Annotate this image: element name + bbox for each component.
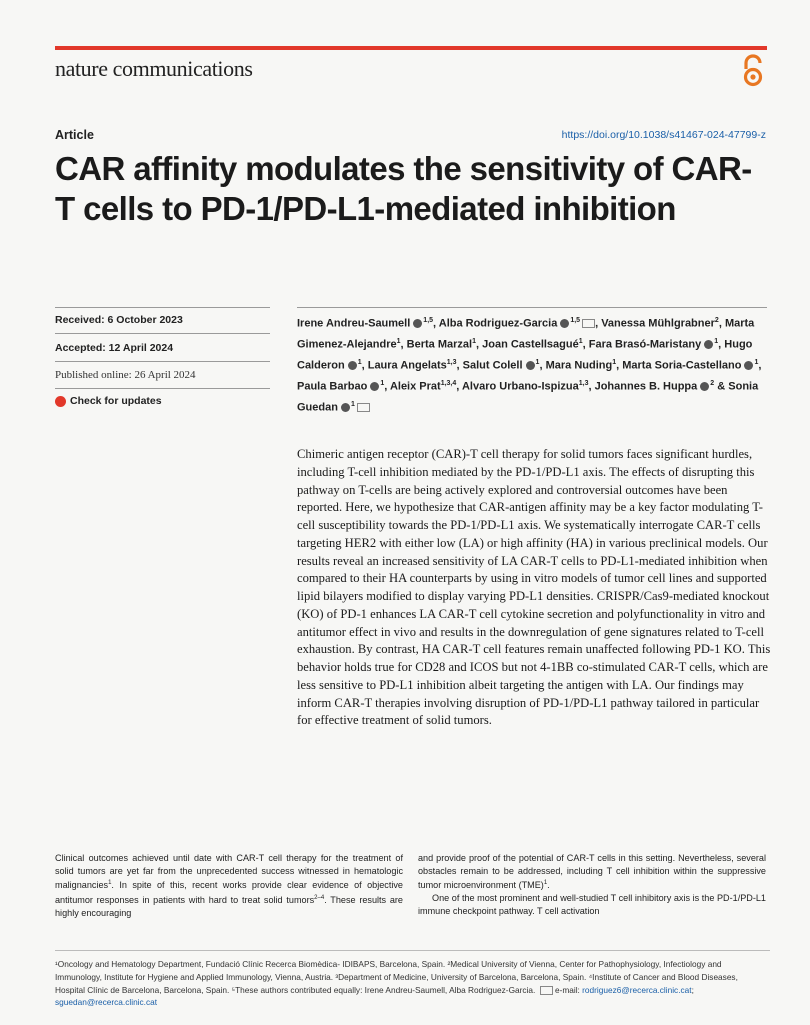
orcid-icon[interactable] [744,361,753,370]
accepted-date: Accepted: 12 April 2024 [55,342,174,354]
email-icon[interactable] [357,403,370,412]
author-name[interactable]: Alba Rodriguez-Garcia [438,317,558,330]
check-updates-button[interactable] [55,395,162,407]
journal-accent-bar [55,46,767,50]
author-affiliation-sup: 1,3 [446,358,457,366]
doi-link[interactable]: https://doi.org/10.1038/s41467-024-47799-z [561,129,766,141]
affiliations-footnote [55,958,770,1009]
body-text: . In spite of this, recent works provide clear evidence of objective antitumor responses in patients with hard to treat solid tumors [55,880,403,906]
author-name[interactable]: Laura Angelats [367,359,447,372]
orcid-icon[interactable] [370,382,379,391]
author-affiliation-sup: 2 [714,317,719,324]
author-affiliation-sup: 1 [472,337,476,345]
author-name[interactable]: Sonia Guedan [297,380,759,414]
author-name[interactable]: Marta Gimenez-Alejandre [297,317,755,351]
citation-ref[interactable]: 2–4 [314,895,325,902]
author-name[interactable]: Hugo Calderon [297,338,753,372]
check-updates-label: Check for updates [70,395,162,407]
author-affiliation-sup: 1,5 [423,317,434,324]
author-affiliation-sup: 1,5 [570,317,581,324]
author-affiliation-sup: 1 [754,358,759,366]
author-name[interactable]: Mara Nuding [545,359,613,372]
published-date: Published online: 26 April 2024 [55,369,196,381]
open-access-icon [740,54,766,88]
author-name[interactable]: Vanessa Mühlgrabner [601,317,715,330]
meta-top-rule [55,307,270,308]
author-name[interactable]: Paula Barbao [297,380,368,393]
email-label: e-mail: [554,984,580,995]
crossmark-icon [55,396,66,407]
author-affiliation-sup: 2 [710,379,715,387]
orcid-icon[interactable] [700,382,709,391]
author-affiliation-sup: 1 [357,358,362,366]
citation-ref[interactable]: 1 [108,880,112,887]
authors-top-rule [297,307,767,308]
author-name[interactable]: Berta Marzal [406,338,473,351]
author-affiliation-sup: 1 [535,358,540,366]
journal-name[interactable]: nature communications [55,56,253,81]
citation-ref[interactable]: 1 [543,880,548,887]
body-text: and provide proof of the potential of CAR-T cells in this setting. Nevertheless, several obstacles remain to be addressed, including T cell inhibition within the suppressive tumor microenvironment (TME) [418,853,766,891]
author-list: Irene Andreu-Saumell $^{1,5}$, Alba Rodriguez-Garcia $^{1,5}$ , Vanessa Mühlgrabner$^2$, Marta Gimenez-Alejandre$^1$, Berta Marzal$^1$, Joan Castellsagué$^1$, Fara Brasó-Maristany $^1$, Hugo Calderon $^1$, Laura Angelats$^{1,3}$, Salut Colell $^1$, Mara Nuding$^1$, Marta Soria-Castellano $^1$, Paula Barbao $^1$, Aleix Prat$^{1,3,4}$, Alvaro Urbano-Ispizua$^{1,3}$, Johannes B. Huppa $^2$ & Sonia Guedan $^1$ [297,317,762,414]
body-column-1 [55,852,403,920]
author-name[interactable]: Alvaro Urbano-Ispizua [461,380,579,393]
author-affiliation-sup: 1 [380,379,385,387]
author-name[interactable]: Johannes B. Huppa [594,380,698,393]
author-name[interactable]: Fara Brasó-Maristany [588,338,702,351]
author-connector: & [717,380,726,393]
author-name[interactable]: Irene Andreu-Saumell [297,317,411,330]
author-name[interactable]: Marta Soria-Castellano [622,359,742,372]
author-name[interactable]: Aleix Prat [389,380,441,393]
orcid-icon[interactable] [560,319,569,328]
meta-divider [55,361,270,362]
footnote-rule [55,950,770,951]
body-column-2 [418,852,766,918]
meta-divider [55,388,270,389]
author-affiliation-sup: 1 [396,337,401,345]
author-affiliation-sup: 1,3,4 [440,379,457,387]
email-link[interactable]: rodriguez6@recerca.clinic.cat [582,984,692,995]
author-name[interactable]: Salut Colell [462,359,523,372]
affiliations-text: ¹Oncology and Hematology Department, Fundació Clínic Recerca Biomèdica- IDIBAPS, Barcelona, Spain. ²Medical University of Vienna, Center for Pathophysiology, Infectiology and Immunology, Institute for Hygiene and Applied Immunology, Vienna, Austria. ³Department of Medicine, University of Barcelona, Barcelona, Spain. ⁴Institute of Cancer and Blood Diseases, Hospital Clínic de Barcelona, Barcelona, Spain. ⁵These authors contributed equally: Irene Andreu-Saumell, Alba Rodriguez-Garcia. [55,959,738,995]
body-text: . These results are highly encouraging [55,895,403,918]
body-text: Clinical outcomes achieved until date with CAR-T cell therapy for the treatment of solid tumors are yet far from the unprecedented success witnessed in hematologic malignancies [55,853,403,891]
author-affiliation-sup: 1,3 [578,379,589,387]
author-affiliation-sup: 1 [350,400,355,408]
email-separator: ; [691,984,694,995]
received-date: Received: 6 October 2023 [55,314,183,326]
orcid-icon[interactable] [341,403,350,412]
body-paragraph [418,852,766,892]
author-affiliation-sup: 1 [578,337,583,345]
orcid-icon[interactable] [704,340,713,349]
meta-divider [55,333,270,334]
email-link[interactable]: sguedan@recerca.clinic.cat [55,997,158,1008]
author-affiliation-sup: 1 [714,337,719,345]
email-icon [540,986,553,995]
author-affiliation-sup: 1 [612,358,617,366]
orcid-icon[interactable] [348,361,357,370]
orcid-icon[interactable] [413,319,422,328]
orcid-icon[interactable] [526,361,535,370]
article-type-label: Article [55,128,94,142]
abstract: Chimeric antigen receptor (CAR)-T cell therapy for solid tumors faces significant hurdles, including T-cell inhibition mediated by the PD-1/PD-L1 axis. The effects of disrupting this pathway on T-cells are being actively explored and controversial outcomes have been reported. Here, we hypothesize that CAR-antigen affinity may be a key factor modulating T-cell susceptibility towards the PD-1/PD-L1 axis. We systematically interrogate CAR-T cells targeting HER2 with either low (LA) or high affinity (HA) in various preclinical models. Our results reveal an increased sensitivity of LA CAR-T cells to PD-L1-mediated inhibition when compared to their HA counterparts by using in vitro models of tumor cell lines and supported lipid bilayers modified to display varying PD-L1 densities. CRISPR/Cas9-mediated knockout (KO) of PD-1 enhances LA CAR-T cell cytokine secretion and polyfunctionality in vitro and antitumor effect in vivo and results in the downregulation of gene signatures related to T-cell exhaustion. By contrast, HA CAR-T cell features remain unaffected following PD-1 KO. This behavior holds true for CD28 and ICOS but not 4-1BB co-stimulated CAR-T cells, which are less sensitive to PD-L1 inhibition albeit targeting the antigen with LA. Our findings may inform CAR-T therapies involving disruption of PD-1/PD-L1 pathway tailored in particular for effective treatment of solid tumors. [297,447,771,728]
article-title: CAR affinity modulates the sensitivity of CAR-T cells to PD-1/PD-L1-mediated inhibition [55,150,752,227]
body-text: . [547,880,550,891]
email-icon[interactable] [582,319,595,328]
author-name[interactable]: Joan Castellsagué [482,338,579,351]
body-paragraph: One of the most prominent and well-studied T cell inhibitory axis is the PD-1/PD-L1 immune checkpoint pathway. T cell activation [418,893,766,916]
